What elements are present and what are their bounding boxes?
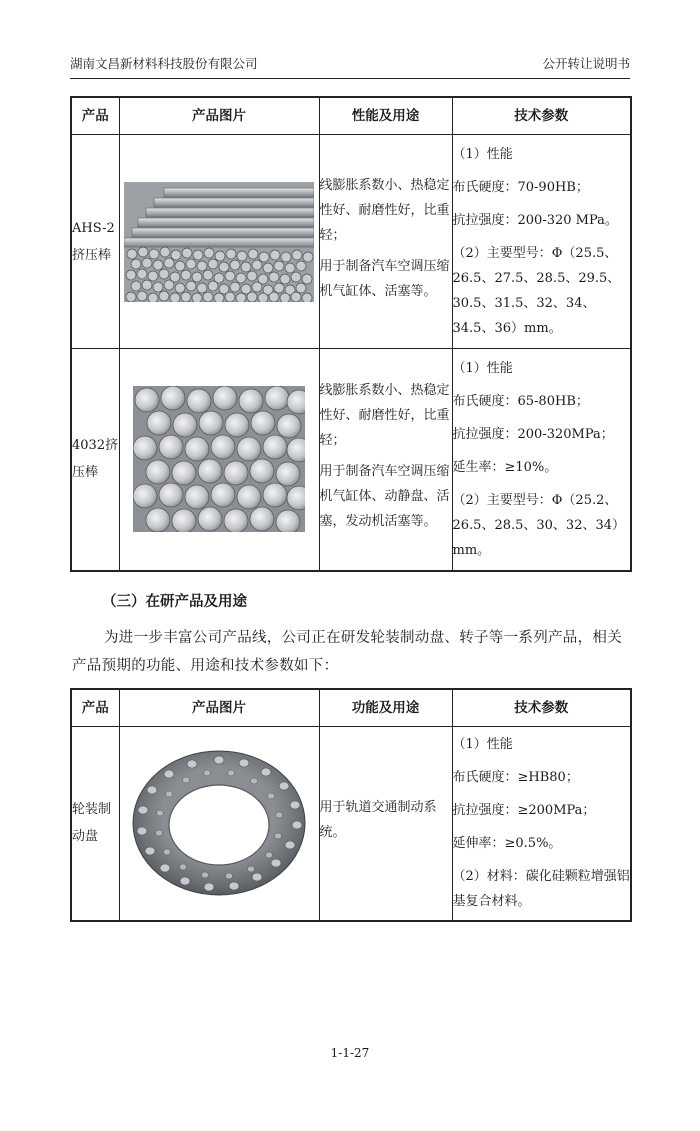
tech-line: 布氏硬度：65-80HB； (452, 393, 589, 409)
product-image-cell (119, 135, 319, 349)
product-tech-params (452, 135, 631, 349)
rd-product-table (70, 688, 632, 922)
header-image: 产品图片 (119, 689, 319, 727)
usage-line: 线膨胀系数小、热稳定性好、耐磨性好，比重轻； (319, 383, 450, 449)
page-header (70, 54, 630, 76)
table-row (71, 349, 631, 571)
tech-line: 抗拉强度：200-320MPa； (452, 426, 614, 442)
header-product: 产品 (71, 689, 119, 727)
table-header-row (71, 689, 631, 727)
4032-rod-bundle-image (133, 386, 305, 532)
product-name: AHS-2挤压棒 (71, 135, 119, 349)
section-paragraph: 为进一步丰富公司产品线，公司正在研发轮装制动盘、转子等一系列产品，相关产品预期的功能、用途和技术参数如下： (72, 630, 622, 674)
header-tech: 技术参数 (452, 97, 631, 135)
usage-line: 线膨胀系数小、热稳定性好、耐磨性好，比重轻； (319, 178, 450, 243)
header-product: 产品 (71, 97, 119, 135)
tech-line: （1）性能 (452, 147, 513, 162)
tech-line: 抗拉强度：≥200MPa； (452, 803, 596, 819)
ahs-rod-bundle-image (124, 182, 314, 302)
tech-line: （1）性能 (452, 360, 513, 376)
product-image-cell (119, 727, 319, 921)
tech-line: 布氏硬度：70-90HB； (452, 180, 589, 195)
usage-line: 用于轨道交通制动系统。 (319, 800, 437, 841)
usage-line: 用于制备汽车空调压缩机气缸体、动静盘、活塞，发动机活塞等。 (319, 464, 450, 530)
tech-line: （1）性能 (452, 737, 513, 753)
company-name: 湖南文昌新材料科技股份有限公司 (70, 56, 258, 71)
product-usage (319, 727, 452, 921)
product-tech-params (452, 349, 631, 571)
usage-line: 用于制备汽车空调压缩机气缸体、活塞等。 (319, 259, 450, 299)
section-heading: （三）在研产品及用途 (102, 593, 247, 610)
tech-line: （2）主要型号：Φ（25.5、26.5、27.5、28.5、29.5、30.5、31.5、32、34、34.5、36）mm。 (452, 246, 621, 336)
product-tech-params (452, 727, 631, 921)
product-name: 轮装制动盘 (71, 727, 119, 921)
product-usage (319, 349, 452, 571)
table-row (71, 727, 631, 921)
product-image-cell (119, 349, 319, 571)
tech-line: 抗拉强度：200-320 MPa。 (452, 213, 618, 228)
header-usage: 性能及用途 (319, 97, 452, 135)
document-title: 公开转让说明书 (542, 56, 630, 71)
product-name: 4032挤压棒 (71, 349, 119, 571)
product-table (70, 96, 632, 572)
header-function: 功能及用途 (319, 689, 452, 727)
tech-line: 布氏硬度：≥HB80； (452, 770, 579, 786)
product-usage (319, 135, 452, 349)
page-number: 1-1-27 (330, 1046, 370, 1060)
tech-line: 延生率：≥10%。 (452, 459, 558, 475)
tech-line: 延伸率：≥0.5%。 (452, 836, 562, 852)
header-rule (70, 78, 630, 79)
header-image: 产品图片 (119, 97, 319, 135)
header-tech: 技术参数 (452, 689, 631, 727)
tech-line: （2）材料：碳化硅颗粒增强铝基复合材料。 (452, 869, 630, 910)
brake-disc-image (129, 743, 309, 903)
table-row (71, 135, 631, 349)
tech-line: （2）主要型号：Φ（25.2、26.5、28.5、30、32、34）mm。 (452, 492, 626, 558)
table-header-row (71, 97, 631, 135)
